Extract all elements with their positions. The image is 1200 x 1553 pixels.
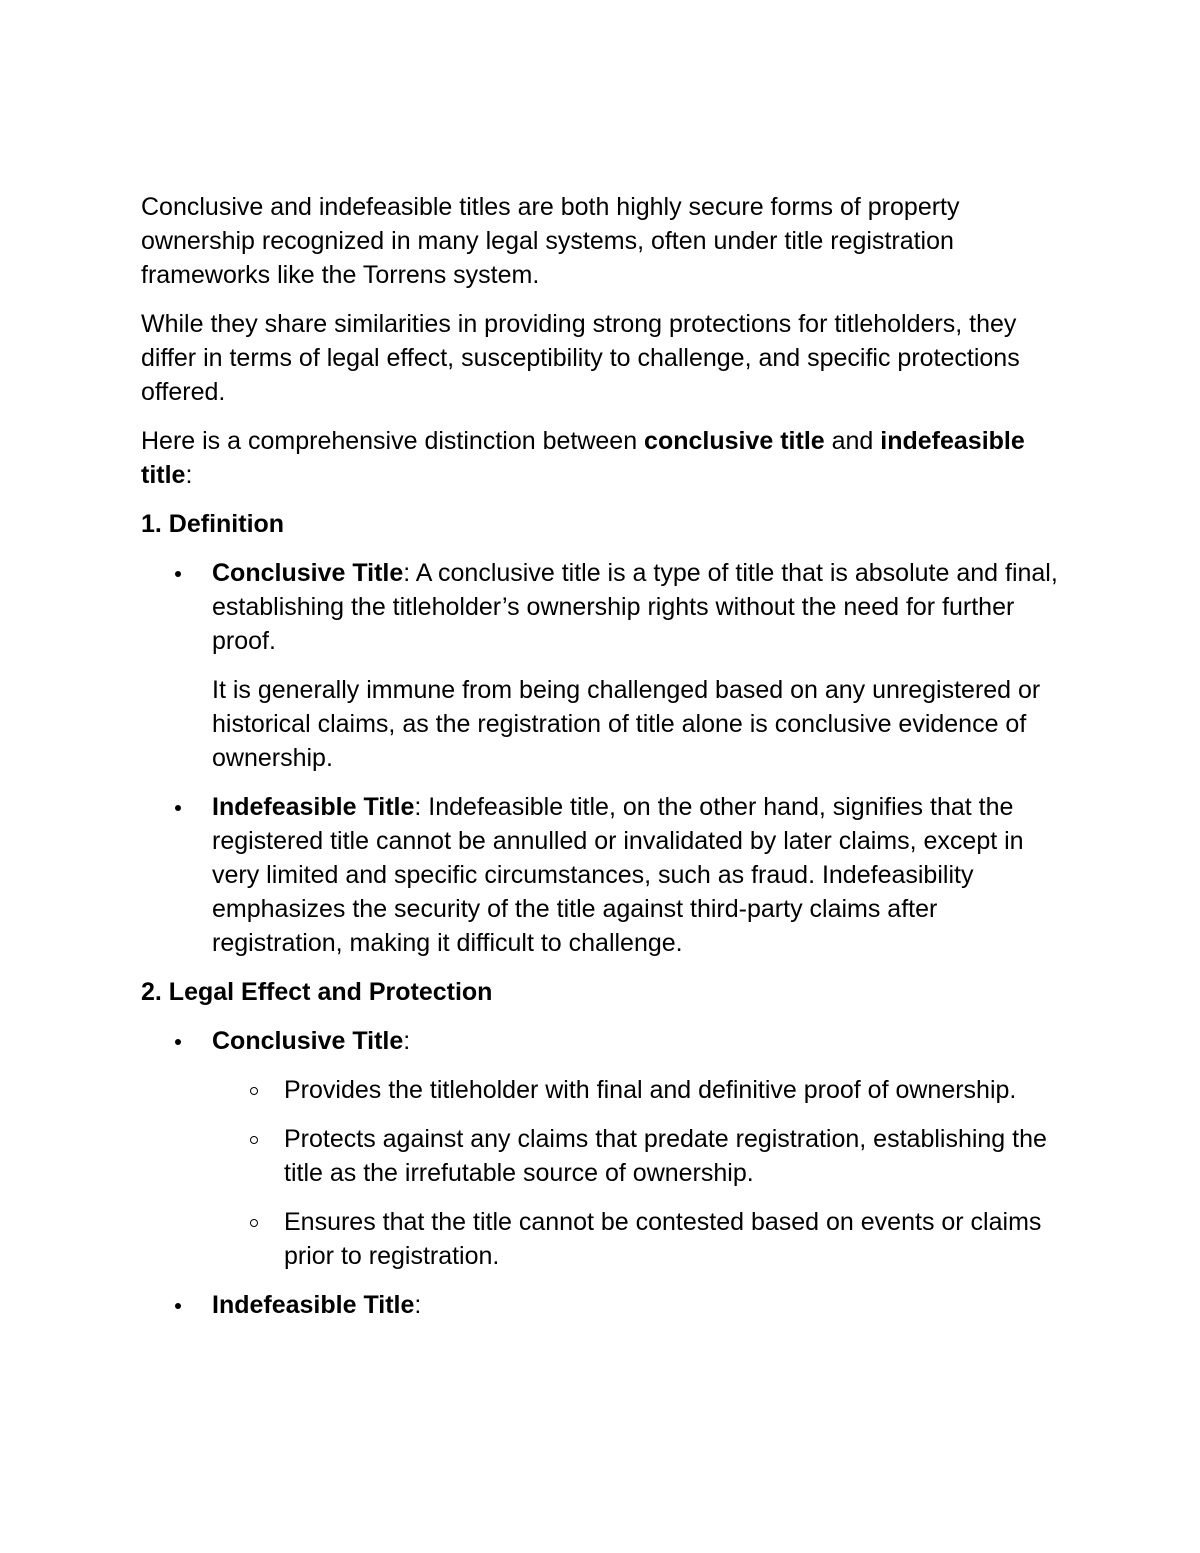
conclusive-point: Protects against any claims that predate registration, establishing the title as the irrefutable source of ownership. bbox=[212, 1122, 1060, 1190]
definition-indefeasible-body: : Indefeasible title, on the other hand, signifies that the registered title cannot be annulled or invalidated by later claims, except in very limited and specific circumstances, such as fraud. Indefeasibility emphasizes the security of the title against third-party claims after registration, making it difficult to challenge. bbox=[212, 793, 1024, 957]
definition-indefeasible-label: Indefeasible Title bbox=[212, 793, 415, 821]
intro-p3-prefix: Here is a comprehensive distinction between bbox=[141, 427, 645, 455]
conclusive-point: Provides the titleholder with final and definitive proof of ownership. bbox=[212, 1073, 1060, 1107]
legal-effect-item-conclusive bbox=[141, 1024, 1060, 1273]
definition-conclusive-label: Conclusive Title bbox=[212, 559, 404, 587]
legal-effect-indefeasible-label: Indefeasible Title bbox=[212, 1291, 415, 1319]
intro-p3-bold-indefeasible: indefeasible title bbox=[141, 427, 1025, 489]
definition-item-indefeasible bbox=[141, 790, 1060, 960]
legal-effect-indefeasible-heading bbox=[212, 1288, 1060, 1322]
legal-effect-conclusive-heading bbox=[212, 1024, 1060, 1058]
intro-p3-suffix: : bbox=[185, 461, 193, 489]
definition-conclusive-text bbox=[212, 556, 1060, 658]
legal-effect-indefeasible-colon: : bbox=[414, 1291, 422, 1319]
definition-conclusive-text-2: It is generally immune from being challenged based on any unregistered or historical claims, as the registration of title alone is conclusive evidence of ownership. bbox=[212, 676, 1041, 772]
intro-paragraph-1: Conclusive and indefeasible titles are both highly secure forms of property ownership recognized in many legal systems, often under title registration frameworks like the Torrens system. bbox=[141, 193, 960, 289]
legal-effect-item-indefeasible bbox=[141, 1288, 1060, 1322]
intro-paragraph-3 bbox=[141, 424, 1060, 492]
section-heading-legal-effect: 2. Legal Effect and Protection bbox=[141, 978, 493, 1006]
definition-item-conclusive bbox=[141, 556, 1060, 775]
intro-paragraph-2: While they share similarities in providing strong protections for titleholders, they differ in terms of legal effect, susceptibility to challenge, and specific protections offered. bbox=[141, 310, 1020, 406]
legal-effect-conclusive-colon: : bbox=[403, 1027, 411, 1055]
conclusive-points-list bbox=[212, 1073, 1060, 1273]
definition-list bbox=[141, 556, 1060, 960]
legal-effect-list bbox=[141, 1024, 1060, 1322]
legal-effect-conclusive-label: Conclusive Title bbox=[212, 1027, 404, 1055]
definition-conclusive-body: : A conclusive title is a type of title that is absolute and final, establishing the titleholder’s ownership rights without the need for further proof. bbox=[212, 559, 1058, 655]
definition-indefeasible-text bbox=[212, 790, 1060, 960]
intro-p3-bold-conclusive: conclusive title bbox=[644, 427, 825, 455]
intro-p3-mid: and bbox=[824, 427, 881, 455]
conclusive-point: Ensures that the title cannot be contested based on events or claims prior to registration. bbox=[212, 1205, 1060, 1273]
section-heading-definition: 1. Definition bbox=[141, 510, 285, 538]
